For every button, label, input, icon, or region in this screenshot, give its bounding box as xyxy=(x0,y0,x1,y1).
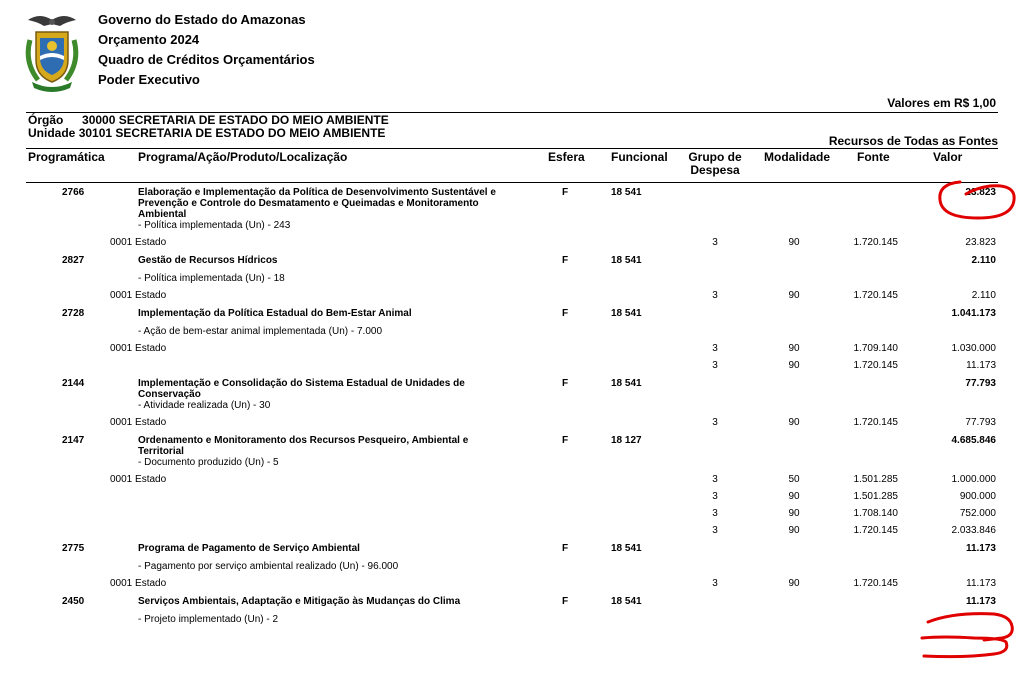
detail-fonte: 1.720.145 xyxy=(853,417,898,428)
header-budget-year: Orçamento 2024 xyxy=(98,32,200,47)
program-funcional: 18 127 xyxy=(611,435,642,446)
detail-grupo: 3 xyxy=(712,360,718,371)
detail-grupo: 3 xyxy=(712,237,718,248)
detail-modalidade: 90 xyxy=(788,417,800,428)
product-line: - Projeto implementado (Un) - 2 xyxy=(138,614,279,625)
detail-modalidade: 90 xyxy=(788,508,800,519)
detail-modalidade: 90 xyxy=(788,237,800,248)
program-total-value: 1.041.173 xyxy=(951,308,996,319)
detail-modalidade: 90 xyxy=(788,491,800,502)
detail-valor: 1.000.000 xyxy=(951,474,996,485)
program-title-line: Programa de Pagamento de Serviço Ambiental xyxy=(138,543,360,554)
program-funcional: 18 541 xyxy=(611,308,642,319)
header-power: Poder Executivo xyxy=(98,72,200,87)
detail-fonte: 1.720.145 xyxy=(853,360,898,371)
detail-valor: 752.000 xyxy=(959,508,996,519)
detail-valor: 900.000 xyxy=(959,491,996,502)
program-title-line: Serviços Ambientais, Adaptação e Mitigação às Mudanças do Clima xyxy=(138,596,461,607)
program-code: 2766 xyxy=(62,187,85,198)
program-total-value: 2.110 xyxy=(971,255,996,266)
column-header-programatica: Programática xyxy=(28,150,105,164)
detail-modalidade: 90 xyxy=(788,578,800,589)
program-title-line: Prevenção e Controle do Desmatamento e Queimadas e Monitoramento xyxy=(138,198,479,209)
detail-grupo: 3 xyxy=(712,417,718,428)
program-funcional: 18 541 xyxy=(611,255,642,266)
unidade-line xyxy=(28,127,385,140)
program-funcional: 18 541 xyxy=(611,378,642,389)
column-header-programa: Programa/Ação/Produto/Localização xyxy=(138,150,348,164)
divider xyxy=(26,148,998,149)
program-code: 2144 xyxy=(62,378,85,389)
program-total-value: 11.173 xyxy=(965,596,996,607)
program-funcional: 18 541 xyxy=(611,596,642,607)
detail-grupo: 3 xyxy=(712,491,718,502)
detail-valor: 2.110 xyxy=(971,290,996,301)
column-header-grupo xyxy=(680,151,750,177)
program-esfera: F xyxy=(562,435,569,446)
orgao-name: SECRETARIA DE ESTADO DO MEIO AMBIENTE xyxy=(118,113,389,127)
program-code: 2827 xyxy=(62,255,85,266)
detail-valor: 77.793 xyxy=(965,417,996,428)
detail-modalidade: 90 xyxy=(788,343,800,354)
detail-valor: 2.033.846 xyxy=(951,525,996,536)
product-line: - Pagamento por serviço ambiental realizado (Un) - 96.000 xyxy=(138,561,399,572)
detail-fonte: 1.709.140 xyxy=(853,343,898,354)
program-title-line: Elaboração e Implementação da Política de Desenvolvimento Sustentável e xyxy=(138,187,496,198)
detail-fonte: 1.720.145 xyxy=(853,290,898,301)
unidade-label: Unidade xyxy=(28,126,76,140)
column-header-valor: Valor xyxy=(933,150,963,164)
program-esfera: F xyxy=(562,308,569,319)
location-label: 0001 Estado xyxy=(110,474,167,485)
program-code: 2147 xyxy=(62,435,85,446)
product-line: - Ação de bem-estar animal implementada (Un) - 7.000 xyxy=(138,326,383,337)
detail-grupo: 3 xyxy=(712,474,718,485)
detail-modalidade: 90 xyxy=(788,360,800,371)
detail-modalidade: 90 xyxy=(788,525,800,536)
product-line: - Política implementada (Un) - 243 xyxy=(138,220,291,231)
currency-note: Valores em R$ 1,00 xyxy=(887,96,996,110)
detail-fonte: 1.720.145 xyxy=(853,578,898,589)
detail-modalidade: 50 xyxy=(788,474,800,485)
column-header-grupo-line1: Grupo de xyxy=(688,150,742,164)
program-funcional: 18 541 xyxy=(611,543,642,554)
detail-fonte: 1.708.140 xyxy=(853,508,898,519)
orgao-code: 30000 xyxy=(82,113,116,127)
detail-valor: 11.173 xyxy=(966,360,996,371)
detail-valor: 23.823 xyxy=(965,237,996,248)
product-line: - Documento produzido (Un) - 5 xyxy=(138,457,279,468)
amazonas-coat-of-arms-icon xyxy=(22,10,82,96)
detail-grupo: 3 xyxy=(712,508,718,519)
red-bracket-annotation xyxy=(914,606,1024,664)
detail-fonte: 1.501.285 xyxy=(853,491,898,502)
program-code: 2775 xyxy=(62,543,85,554)
program-total-value: 77.793 xyxy=(965,378,996,389)
detail-grupo: 3 xyxy=(712,290,718,301)
column-header-fonte: Fonte xyxy=(857,150,890,164)
program-esfera: F xyxy=(562,255,569,266)
program-code: 2728 xyxy=(62,308,85,319)
orgao-label: Órgão xyxy=(28,113,64,127)
column-header-modalidade: Modalidade xyxy=(764,150,831,164)
program-funcional: 18 541 xyxy=(611,187,642,198)
detail-fonte: 1.720.145 xyxy=(853,525,898,536)
detail-grupo: 3 xyxy=(712,525,718,536)
program-esfera: F xyxy=(562,187,569,198)
location-label: 0001 Estado xyxy=(110,417,167,428)
detail-valor: 1.030.000 xyxy=(951,343,996,354)
program-code: 2450 xyxy=(62,596,85,607)
product-line: - Atividade realizada (Un) - 30 xyxy=(138,400,271,411)
detail-fonte: 1.501.285 xyxy=(853,474,898,485)
location-label: 0001 Estado xyxy=(110,237,167,248)
location-label: 0001 Estado xyxy=(110,343,167,354)
program-esfera: F xyxy=(562,378,569,389)
program-total-value: 23.823 xyxy=(965,187,996,198)
program-total-value: 4.685.846 xyxy=(951,435,996,446)
detail-fonte: 1.720.145 xyxy=(853,237,898,248)
program-esfera: F xyxy=(562,543,569,554)
program-esfera: F xyxy=(562,596,569,607)
program-title-line: Gestão de Recursos Hídricos xyxy=(138,255,278,266)
unidade-code: 30101 xyxy=(78,126,113,140)
detail-valor: 11.173 xyxy=(966,578,996,589)
divider xyxy=(26,182,998,183)
program-title-line: Territorial xyxy=(138,446,184,457)
detail-grupo: 3 xyxy=(712,578,718,589)
program-total-value: 11.173 xyxy=(965,543,996,554)
detail-grupo: 3 xyxy=(712,343,718,354)
column-header-funcional: Funcional xyxy=(611,150,668,164)
program-title-line: Conservação xyxy=(138,389,201,400)
column-header-esfera: Esfera xyxy=(548,150,585,164)
program-title-line: Ordenamento e Monitoramento dos Recursos Pesqueiro, Ambiental e xyxy=(138,435,469,446)
program-title-line: Implementação e Consolidação do Sistema Estadual de Unidades de xyxy=(138,378,465,389)
header-government: Governo do Estado do Amazonas xyxy=(98,12,306,27)
column-header-grupo-line2: Despesa xyxy=(690,163,740,177)
product-line: - Política implementada (Un) - 18 xyxy=(138,273,285,284)
unidade-name: SECRETARIA DE ESTADO DO MEIO AMBIENTE xyxy=(115,126,386,140)
program-title-line: Implementação da Política Estadual do Bem-Estar Animal xyxy=(138,308,412,319)
header-report-title: Quadro de Créditos Orçamentários xyxy=(98,52,315,67)
program-title-line: Ambiental xyxy=(138,209,187,220)
location-label: 0001 Estado xyxy=(110,578,167,589)
location-label: 0001 Estado xyxy=(110,290,167,301)
detail-modalidade: 90 xyxy=(788,290,800,301)
funding-sources-note: Recursos de Todas as Fontes xyxy=(828,134,998,148)
